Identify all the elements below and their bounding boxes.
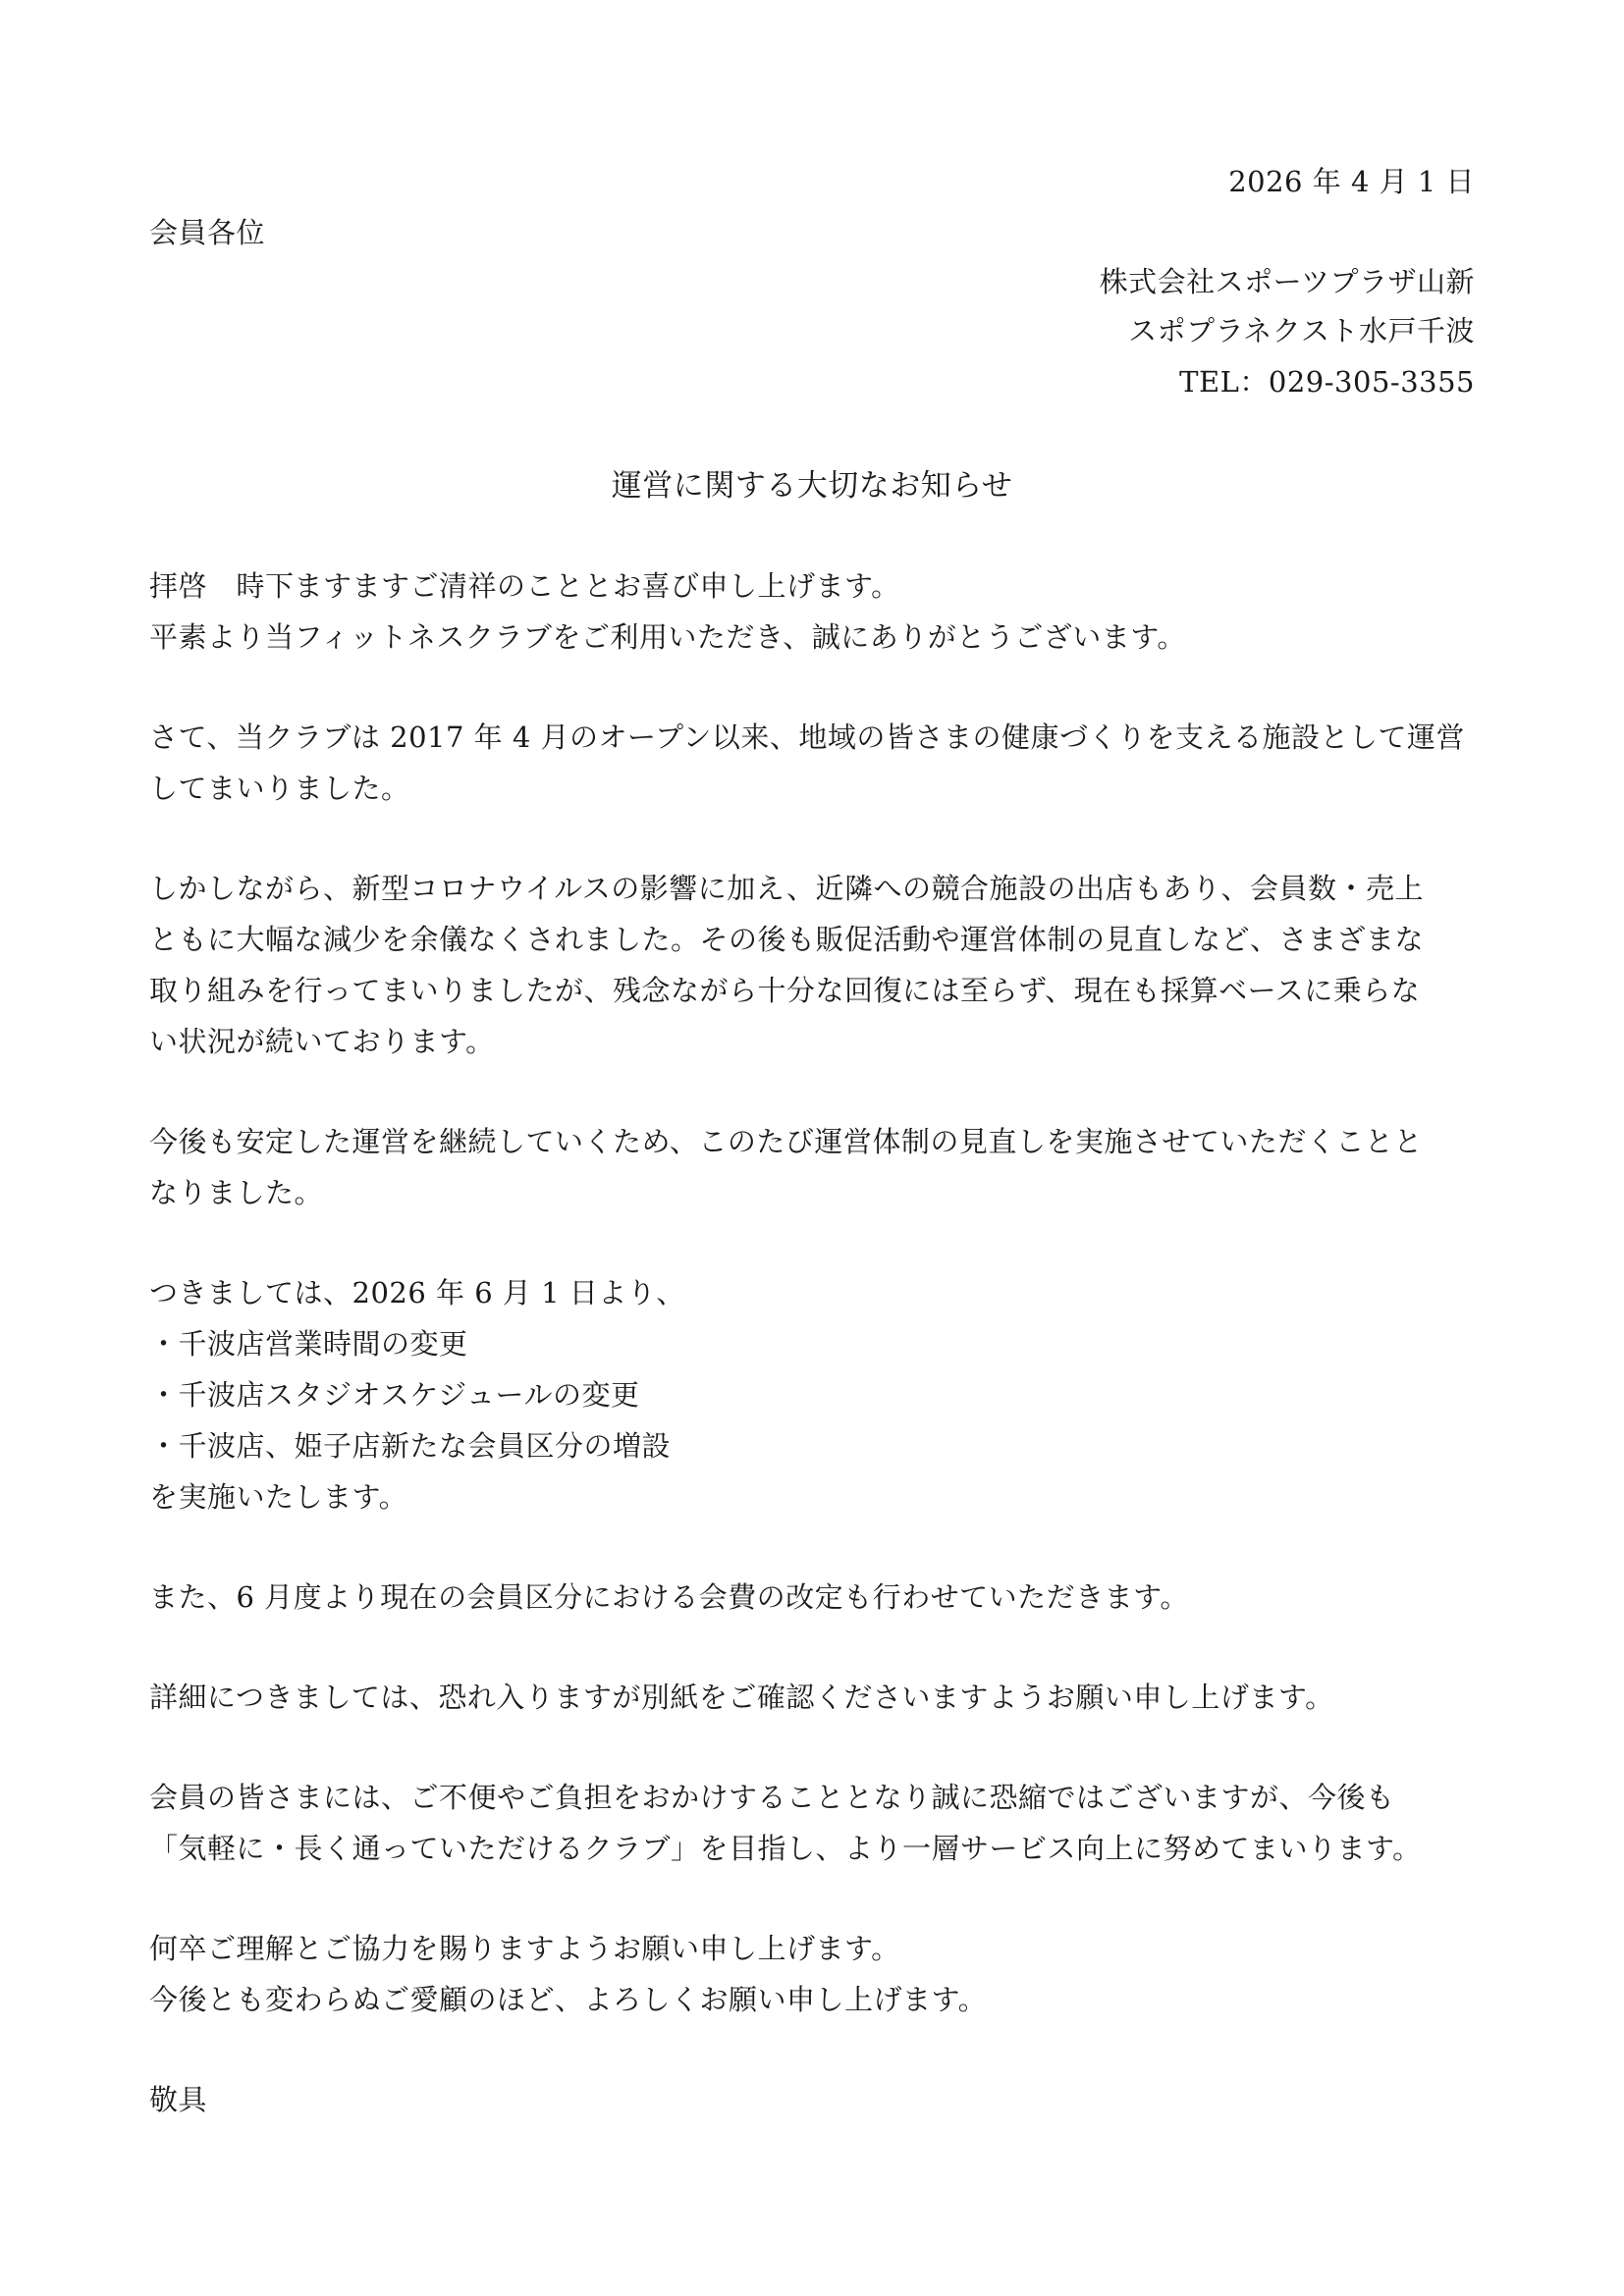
paragraph-3-line-2: なりました。 xyxy=(149,1176,324,1209)
paragraph-1-line-1: さて、当クラブは 2017 年 4 月のオープン以来、地域の皆さまの健康づくりを支える施設として運営 xyxy=(149,721,1465,754)
paragraph-1-line-2: してまいりました。 xyxy=(149,772,410,805)
list-item: ・千波店営業時間の変更 xyxy=(149,1327,468,1361)
paragraph-7-line-1: 会員の皆さまには、ご不便やご負担をおかけすることとなり誠に恐縮ではございますが、今後も xyxy=(149,1781,1395,1814)
greeting-line-1: 拝啓 時下ますますご清祥のこととお喜び申し上げます。 xyxy=(149,569,900,603)
sender-club: スポプラネクスト水戸千波 xyxy=(1128,314,1475,347)
list-item: ・千波店、姫子店新たな会員区分の増設 xyxy=(149,1429,672,1463)
paragraph-5: また、6 月度より現在の会員区分における会費の改定も行わせていただきます。 xyxy=(149,1580,1189,1614)
paragraph-4-outro: を実施いたします。 xyxy=(149,1480,408,1514)
paragraph-3-line-1: 今後も安定した運営を継続していくため、このたび運営体制の見直しを実施させていただくことと xyxy=(149,1125,1423,1158)
paragraph-7-line-2: 「気軽に・長く通っていただけるクラブ」を目指し、より一層サービス向上に努めてまいります。 xyxy=(149,1832,1422,1865)
page-title: 運営に関する大切なお知らせ xyxy=(611,468,1013,504)
paragraph-8-line-2: 今後とも変わらぬご愛顧のほど、よろしくお願い申し上げます。 xyxy=(149,1983,988,2016)
list-item: ・千波店スタジオスケジュールの変更 xyxy=(149,1378,640,1412)
paragraph-4-intro: つきましては、2026 年 6 月 1 日より、 xyxy=(149,1276,685,1309)
sender-company: 株式会社スポーツプラザ山新 xyxy=(1099,265,1475,298)
paragraph-2-line-4: い状況が続いております。 xyxy=(149,1025,495,1058)
paragraph-2-line-2: ともに大幅な減少を余儀なくされました。その後も販促活動や運営体制の見直しなど、さまざまな xyxy=(149,923,1425,956)
paragraph-6: 詳細につきましては、恐れ入りますが別紙をご確認くださいますようお願い申し上げます。 xyxy=(149,1681,1334,1714)
paragraph-8-line-1: 何卒ご理解とご協力を賜りますようお願い申し上げます。 xyxy=(149,1932,900,1965)
closing: 敬具 xyxy=(149,2083,208,2116)
recipient: 会員各位 xyxy=(149,216,266,249)
greeting-line-2: 平素より当フィットネスクラブをご利用いただき、誠にありがとうございます。 xyxy=(149,620,1186,654)
sender-tel: TEL：029-305-3355 xyxy=(1179,365,1475,399)
letter-date: 2026 年 4 月 1 日 xyxy=(1228,165,1475,198)
paragraph-2-line-3: 取り組みを行ってまいりましたが、残念ながら十分な回復には至らず、現在も採算ベースに乗らな xyxy=(149,974,1421,1007)
paragraph-2-line-1: しかしながら、新型コロナウイルスの影響に加え、近隣への競合施設の出店もあり、会員数・売上 xyxy=(149,872,1425,905)
